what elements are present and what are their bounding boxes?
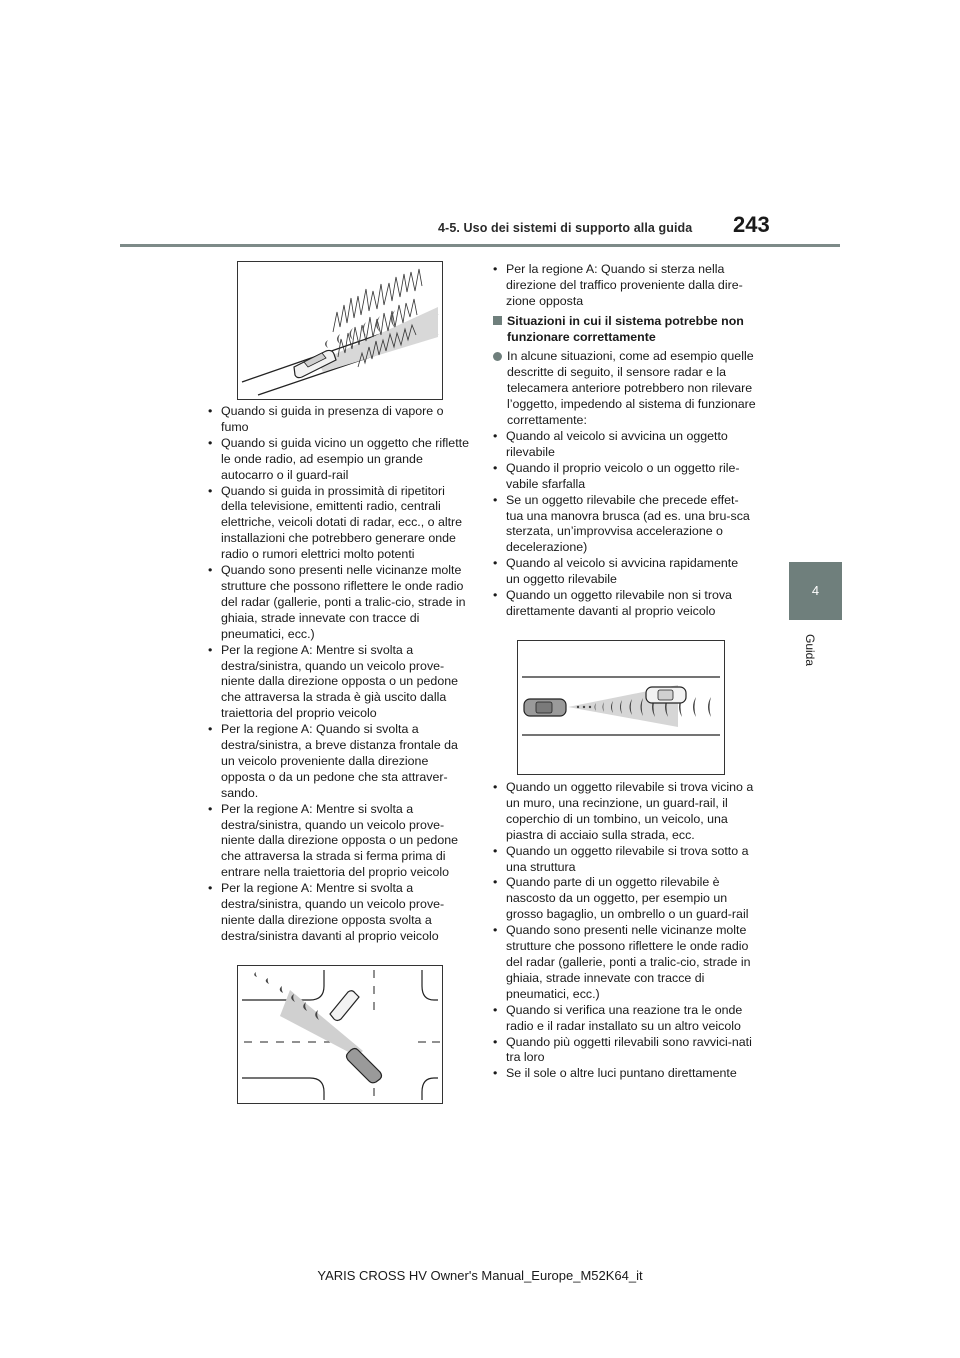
section-heading [493, 313, 765, 345]
list-item: • Quando si guida in prossimità di ripetitori della televisione, emittenti radio, centrali elettriche, veicoli dotati di radar, ecc., o altre installazioni che potrebbero generare onde radio o rumori elettrici molto potenti [208, 484, 470, 564]
list-item: • Quando un oggetto rilevabile si trova vicino a un muro, una recinzione, un guard-rail, il coperchio di un tombino, un veicolo, una piastra di acciaio sulla strada, ecc. [493, 780, 755, 844]
intersection-svg [238, 966, 442, 1103]
intro-text: In alcune situazioni, come ad esempio quelle descritte di seguito, il sensore radar e la telecamera anteriore potrebbero non rilevare l’oggetto, impedendo al sistema di funzionare correttamente: [507, 349, 756, 427]
list-item: • Per la regione A: Mentre si svolta a destra/sinistra, quando un veicolo prove-niente dalla direzione opposta svolta a destra/sinistra davanti al proprio veicolo [208, 881, 470, 945]
right-bullet-list-b [493, 780, 755, 1082]
offset-target-svg [518, 641, 724, 774]
own-car-icon [347, 1049, 382, 1083]
chapter-label [795, 628, 835, 678]
right-bullet-list-a [493, 429, 755, 620]
list-item: • Quando un oggetto rilevabile si trova sotto a una struttura [493, 844, 755, 876]
list-item: • Quando il proprio veicolo o un oggetto rile-vabile sfarfalla [493, 461, 755, 493]
left-bullet-list [208, 404, 470, 945]
list-item: • Quando si guida vicino un oggetto che riflette le onde radio, ad esempio un grande autocarro o il guard-rail [208, 436, 470, 484]
list-item: • Quando un oggetto rilevabile non si trova direttamente davanti al proprio veicolo [493, 588, 755, 620]
illustration-intersection [237, 965, 443, 1104]
section-square-icon [493, 316, 502, 325]
list-item: • Quando al veicolo si avvicina un oggetto rilevabile [493, 429, 755, 461]
paragraph-circle-icon [493, 352, 502, 361]
smoke-svg [238, 262, 442, 399]
header-rule [120, 244, 840, 247]
right-top-bullet-list [493, 262, 755, 310]
page-number: 243 [733, 212, 770, 237]
chapter-label-text: Guida [803, 634, 817, 667]
list-item: • Per la regione A: Mentre si svolta a destra/sinistra, quando un veicolo prove-niente dalla direzione opposta o un pedone che attraversa la strada si ferma prima di entrare nella traiettoria del proprio veicolo [208, 802, 470, 882]
intro-paragraph [493, 349, 765, 429]
chapter-tab[interactable]: 4 [789, 562, 842, 620]
list-item: • Quando si guida in presenza di vapore o fumo [208, 404, 470, 436]
section-title: 4-5. Uso dei sistemi di supporto alla guida [438, 221, 693, 235]
oncoming-car-icon [330, 991, 359, 1021]
list-item: • Se il sole o altre luci puntano direttamente [493, 1066, 755, 1082]
illustration-smoke [237, 261, 443, 400]
illustration-offset-target [517, 640, 725, 775]
footer-manual-id: YARIS CROSS HV Owner's Manual_Europe_M52K64_it [317, 1268, 643, 1283]
list-item: • Quando sono presenti nelle vicinanze molte strutture che possono riflettere le onde radio del radar (gallerie, ponti a tralic-cio, strade in ghiaia, strade innevate con tracce di pneumatici, ecc.) [493, 923, 755, 1003]
list-item: • Quando sono presenti nelle vicinanze molte strutture che possono riflettere le onde radio del radar (gallerie, ponti a tralic-cio, strade in ghiaia, strade innevate con tracce di pneumatici, ecc.) [208, 563, 470, 643]
list-item: • Quando si verifica una reazione tra le onde radio e il radar installato su un altro veicolo [493, 1003, 755, 1035]
list-item: • Per la regione A: Quando si svolta a destra/sinistra, a breve distanza frontale da un veicolo proveniente dalla direzione opposta o da un pedone che sta attraver-sando. [208, 722, 470, 802]
target-car-icon [646, 687, 686, 703]
list-item: • Se un oggetto rilevabile che precede effet-tua una manovra brusca (ad es. una bru-sca sterzata, un’improvvisa accelerazione o decelerazione) [493, 493, 755, 557]
own-car-icon [524, 699, 566, 716]
list-item: • Per la regione A: Quando si sterza nella direzione del traffico proveniente dalla dire-zione opposta [493, 262, 755, 310]
list-item: • Quando parte di un oggetto rilevabile è nascosto da un oggetto, per esempio un grosso bagaglio, un ombrello o un guard-rail [493, 875, 755, 923]
list-item: • Per la regione A: Mentre si svolta a destra/sinistra, quando un veicolo prove-niente dalla direzione opposta o un pedone che attraversa la strada è già uscito dalla traiettoria del proprio veicolo [208, 643, 470, 723]
list-item: • Quando più oggetti rilevabili sono ravvici-nati tra loro [493, 1035, 755, 1067]
list-item: • Quando al veicolo si avvicina rapidamente un oggetto rilevabile [493, 556, 755, 588]
section-heading-text: Situazioni in cui il sistema potrebbe non funzionare correttamente [507, 314, 744, 344]
